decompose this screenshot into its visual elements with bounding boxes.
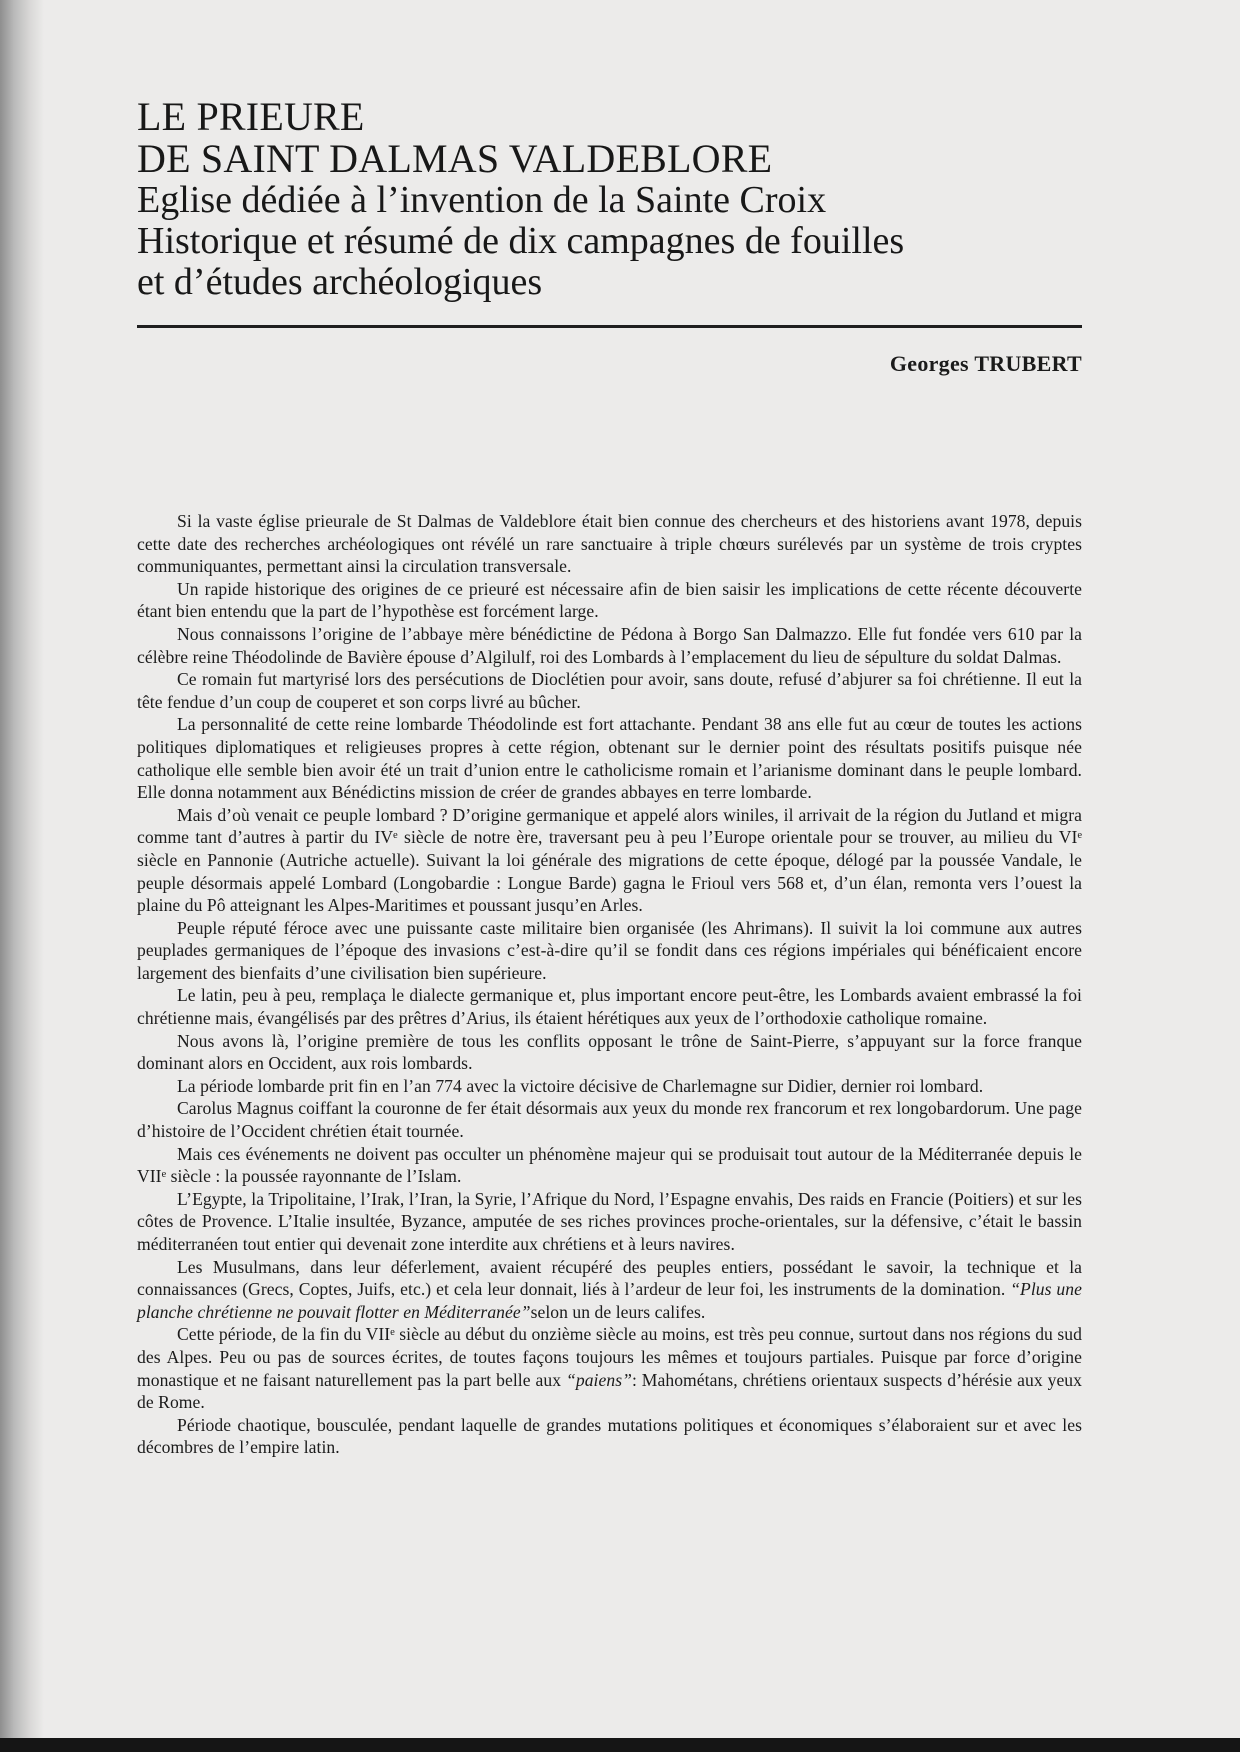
paragraph-1: Si la vaste église prieurale de St Dalmas de Valdeblore était bien connue des chercheurs et des historiens avant 1978, depuis cette date des recherches archéologiques ont révélé un rare sanctuaire à triple chœurs surélevés par un système de trois cryptes communiquantes, permettant ainsi la circulation transversale. bbox=[137, 511, 1082, 577]
article-title bbox=[137, 96, 1087, 303]
scan-bottom-edge bbox=[0, 1738, 1240, 1752]
paragraph-11: Carolus Magnus coiffant la couronne de fer était désormais aux yeux du monde rex francorum et rex longobardorum. Une page d’histoire de l’Occident chrétien était tournée. bbox=[137, 1098, 1082, 1142]
subtitle-line-2: Historique et résumé de dix campagnes de fouilles bbox=[137, 220, 905, 262]
paragraph-15-quote: “paiens” bbox=[566, 1369, 632, 1390]
paragraph-4: Ce romain fut martyrisé lors des persécutions de Dioclétien pour avoir, sans doute, refusé d’abjurer sa foi chrétienne. Il eut la tête fendue d’un coup de couperet et son corps livré au bûcher. bbox=[137, 669, 1082, 712]
title-line-1: LE PRIEURE bbox=[137, 94, 365, 139]
author-name: Georges TRUBERT bbox=[889, 351, 1082, 376]
paragraph-14 bbox=[137, 1256, 1082, 1324]
paragraph-15-text-end: : Mahométans, chrétiens orientaux suspects d’hérésie aux yeux de Rome. bbox=[137, 1369, 1082, 1413]
paragraph-9: Nous avons là, l’origine première de tous les conflits opposant le trône de Saint-Pierre, s’appuyant sur la force franque dominant alors en Occident, aux rois lombards. bbox=[137, 1030, 1082, 1074]
subtitle-line-3: et d’études archéologiques bbox=[137, 261, 543, 303]
paragraph-14-text-end: selon un de leurs califes. bbox=[530, 1301, 706, 1322]
paragraph-15 bbox=[137, 1323, 1082, 1413]
article-body bbox=[137, 510, 1082, 1459]
paragraph-14-quote: “Plus une planche chrétienne ne pouvait flotter en Méditerranée” bbox=[137, 1279, 1082, 1322]
subtitle-line-1: Eglise dédiée à l’invention de la Sainte Croix bbox=[137, 179, 827, 221]
paragraph-2: Un rapide historique des origines de ce prieuré est nécessaire afin de bien saisir les implications de cette récente découverte étant bien entendu que la part de l’hypothèse est forcément large. bbox=[137, 578, 1082, 622]
paragraph-6: Mais d’où venait ce peuple lombard ? D’origine germanique et appelé alors winiles, il arrivait de la région du Jutland et migra comme tant d’autres à partir du IVᵉ siècle de notre ère, traversant peu à peu l’Europe orientale pour se trouver, au milieu du VIᵉ siècle en Pannonie (Autriche actuelle). Suivant la loi générale des migrations de cette époque, délogé par la poussée Vandale, le peuple désormais appelé Lombard (Longobardie : Longue Barde) gagna le Frioul vers 568 et, d’un élan, remonta vers l’ouest la plaine du Pô atteignant les Alpes-Maritimes et poussant jusqu’en Arles. bbox=[137, 804, 1082, 916]
paragraph-10: La période lombarde prit fin en l’an 774 avec la victoire décisive de Charlemagne sur Didier, dernier roi lombard. bbox=[177, 1075, 984, 1096]
paragraph-12: Mais ces événements ne doivent pas occulter un phénomène majeur qui se produisait tout autour de la Méditerranée depuis le VIIᵉ siècle : la poussée rayonnante de l’Islam. bbox=[137, 1143, 1082, 1187]
paragraph-16: Période chaotique, bousculée, pendant laquelle de grandes mutations politiques et économiques s’élaboraient sur et avec les décombres de l’empire latin. bbox=[137, 1414, 1082, 1458]
paragraph-3: Nous connaissons l’origine de l’abbaye mère bénédictine de Pédona à Borgo San Dalmazzo. Elle fut fondée vers 610 par la célèbre reine Théodolinde de Bavière épouse d’Algilulf, roi des Lombards à l’emplacement du lieu de sépulture du soldat Dalmas. bbox=[137, 623, 1082, 667]
paragraph-7: Peuple réputé féroce avec une puissante caste militaire bien organisée (les Ahrimans). Il suivit la loi commune aux autres peuplades germaniques de l’époque des invasions c’est-à-dire qu’il se fondit dans ces régions impériales qui bénéficaient encore largement des bienfaits d’une civilisation bien supérieure. bbox=[137, 917, 1082, 983]
paragraph-13: L’Egypte, la Tripolitaine, l’Irak, l’Iran, la Syrie, l’Afrique du Nord, l’Espagne envahis, Des raids en Francie (Poitiers) et sur les côtes de Provence. L’Italie insultée, Byzance, amputée de ses riches provinces proche-orientales, sur la défensive, c’était le bassin méditerranéen tout entier qui devenait zone interdite aux chrétiens et à leurs navires. bbox=[137, 1188, 1082, 1254]
paragraph-15-text-start: Cette période, de la fin du VIIᵉ siècle au début du onzième siècle au moins, est très peu connue, surtout dans nos régions du sud des Alpes. Peu ou pas de sources écrites, de toutes façons toujours les mêmes et toujours partiales. Puisque par force d’origine monastique et ne faisant naturellement pas la part belle aux bbox=[137, 1324, 1082, 1390]
paragraph-14-text-start: Les Musulmans, dans leur déferlement, avaient récupéré des peuples entiers, possédant le savoir, la technique et la connaissances (Grecs, Coptes, Juifs, etc.) et cela leur donnait, liés à l’ardeur de leur foi, les instruments de la domination. bbox=[137, 1256, 1082, 1300]
title-divider bbox=[137, 325, 1082, 328]
page-binding-shadow bbox=[0, 0, 44, 1752]
paragraph-8: Le latin, peu à peu, remplaça le dialecte germanique et, plus important encore peut-être, les Lombards avaient embrassé la foi chrétienne mais, évangélisés par des prêtres d’Arius, ils étaient hérétiques aux yeux de l’orthodoxie catholique romaine. bbox=[137, 985, 1082, 1029]
paragraph-5: La personnalité de cette reine lombarde Théodolinde est fort attachante. Pendant 38 ans elle fut au cœur de toutes les actions politiques diplomatiques et religieuses propres à cette région, obtenant sur le dernier point des résultats positifs puisque née catholique elle semble bien avoir été un trait d’union entre le catholicisme romain et l’arianisme dominant dans le peuple lombard. Elle donna notamment aux Bénédictins mission de créer de grandes abbayes en terre lombarde. bbox=[137, 714, 1082, 803]
title-line-2: DE SAINT DALMAS VALDEBLORE bbox=[137, 136, 773, 181]
